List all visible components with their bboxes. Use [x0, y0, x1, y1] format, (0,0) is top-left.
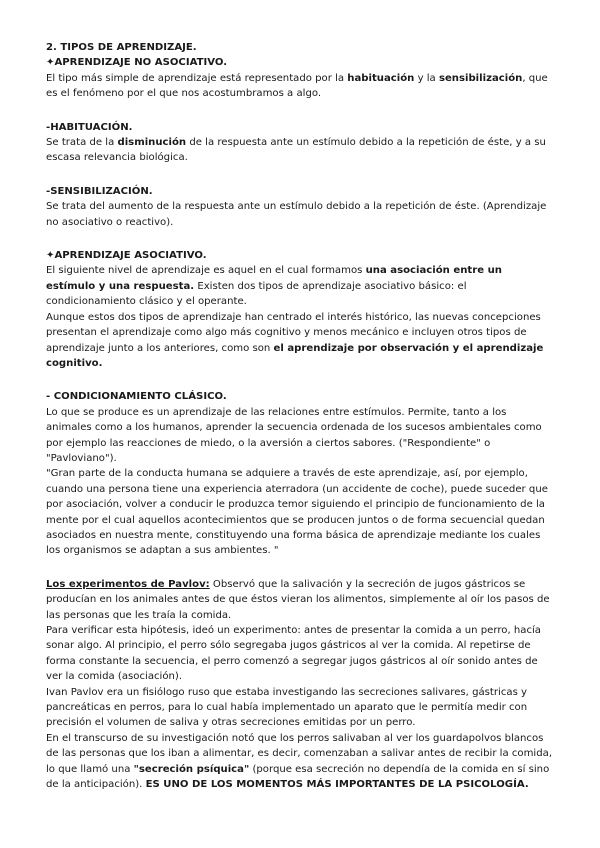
paragraph-pavlov-2: Para verificar esta hipótesis, ideó un experimento: antes de presentar la comida a un perro, hacía sonar algo. Al principio, el perro sólo segregaba jugos gástricos al ver la comida. Al repetirse de forma constante la secuencia, el perro comenzó a segregar jugos gástricos al oír sonido antes de ver la comida (asociación).	[46, 625, 541, 683]
paragraph-pavlov-1: Los experimentos de Pavlov: Observó que la salivación y la secreción de jugos gástricos se producían en los animales antes de que éstos vieran los alimentos, simplemente al oír los pasos de las personas que les traía la comida.	[46, 578, 550, 621]
paragraph-condicionamiento-1: Lo que se produce es un aprendizaje de las relaciones entre estímulos. Permite, tanto a los animales como a los humanos, aprender la secuencia ordenada de los sucesos ambientales como por ejemplo las reacciones de miedo, o la aversión a ciertos sabores. ("Respondiente" o "Pavloviano").	[46, 406, 542, 464]
paragraph-asociativo-2: Aunque estos dos tipos de aprendizaje han centrado el interés histórico, las nuevas concepciones presentan el aprendizaje como algo más cognitivo y menos mecánico e incluyen otros tipos de aprendizaje junto a los anteriores, como son el aprendizaje por observación y el aprendizaje cognitivo.	[46, 311, 544, 369]
paragraph-no-asociativo: El tipo más simple de aprendizaje está representado por la habituación y la sensibilización, que es el fenómeno por el que nos acostumbramos a algo.	[46, 72, 548, 100]
heading-habituacion: -HABITUACIÓN.	[46, 121, 133, 133]
pavlov-experiments-label: Los experimentos de Pavlov:	[46, 578, 210, 590]
heading-asociativo: ✦APRENDIZAJE ASOCIATIVO.	[46, 250, 207, 262]
heading-condicionamiento-clasico: - CONDICIONAMIENTO CLÁSICO.	[46, 391, 227, 403]
paragraph-pavlov-3: Ivan Pavlov era un fisiólogo ruso que estaba investigando las secreciones salivares, gástricas y pancreáticas en perros, para lo cual había implementado un aparato que le permitía medir con precisión el volumen de saliva y otras secreciones emitidas por un perro.	[46, 686, 528, 729]
paragraph-habituacion: Se trata de la disminución de la respuesta ante un estímulo debido a la repetición de éste, y a su escasa relevancia biológica.	[46, 137, 546, 164]
page-title: 2. TIPOS DE APRENDIZAJE.	[46, 42, 197, 53]
paragraph-condicionamiento-quote: "Gran parte de la conducta humana se adquiere a través de este aprendizaje, así, por ejemplo, cuando una persona tiene una experiencia aterradora (un accidente de coche), puede suceder que por asociación, volver a conducir le produzca temor siguiendo el principio de funcionamiento de la mente por el cual aquellos acontecimientos que se producen juntos o de forma secuencial quedan asociados en nuestra mente, constituyendo una forma básica de aprendizaje mediante los cuales los organismos se adaptan a sus ambientes. "	[46, 468, 548, 557]
paragraph-asociativo-1: El siguiente nivel de aprendizaje es aquel en el cual formamos una asociación entre un estímulo y una respuesta. Existen dos tipos de aprendizaje asociativo básico: el condicionamiento clásico y el operante.	[46, 265, 502, 308]
paragraph-pavlov-4: En el transcurso de su investigación notó que los perros salivaban al ver los guardapolvos blancos de las personas que los iban a alimentar, es decir, comenzaban a salivar antes de recibir la comida, lo que llamó una "secreción psíquica" (porque esa secreción no dependía de la comida en sí sino de la anticipación). ES UNO DE LOS MOMENTOS MÁS IMPORTANTES DE LA PSICOLOGÍA.	[46, 732, 553, 791]
paragraph-sensibilizacion: Se trata del aumento de la respuesta ante un estímulo debido a la repetición de éste. (Aprendizaje no asociativo o reactivo).	[46, 201, 547, 228]
heading-no-asociativo: ✦APRENDIZAJE NO ASOCIATIVO.	[46, 57, 228, 69]
heading-sensibilizacion: -SENSIBILIZACIÓN.	[46, 185, 153, 197]
